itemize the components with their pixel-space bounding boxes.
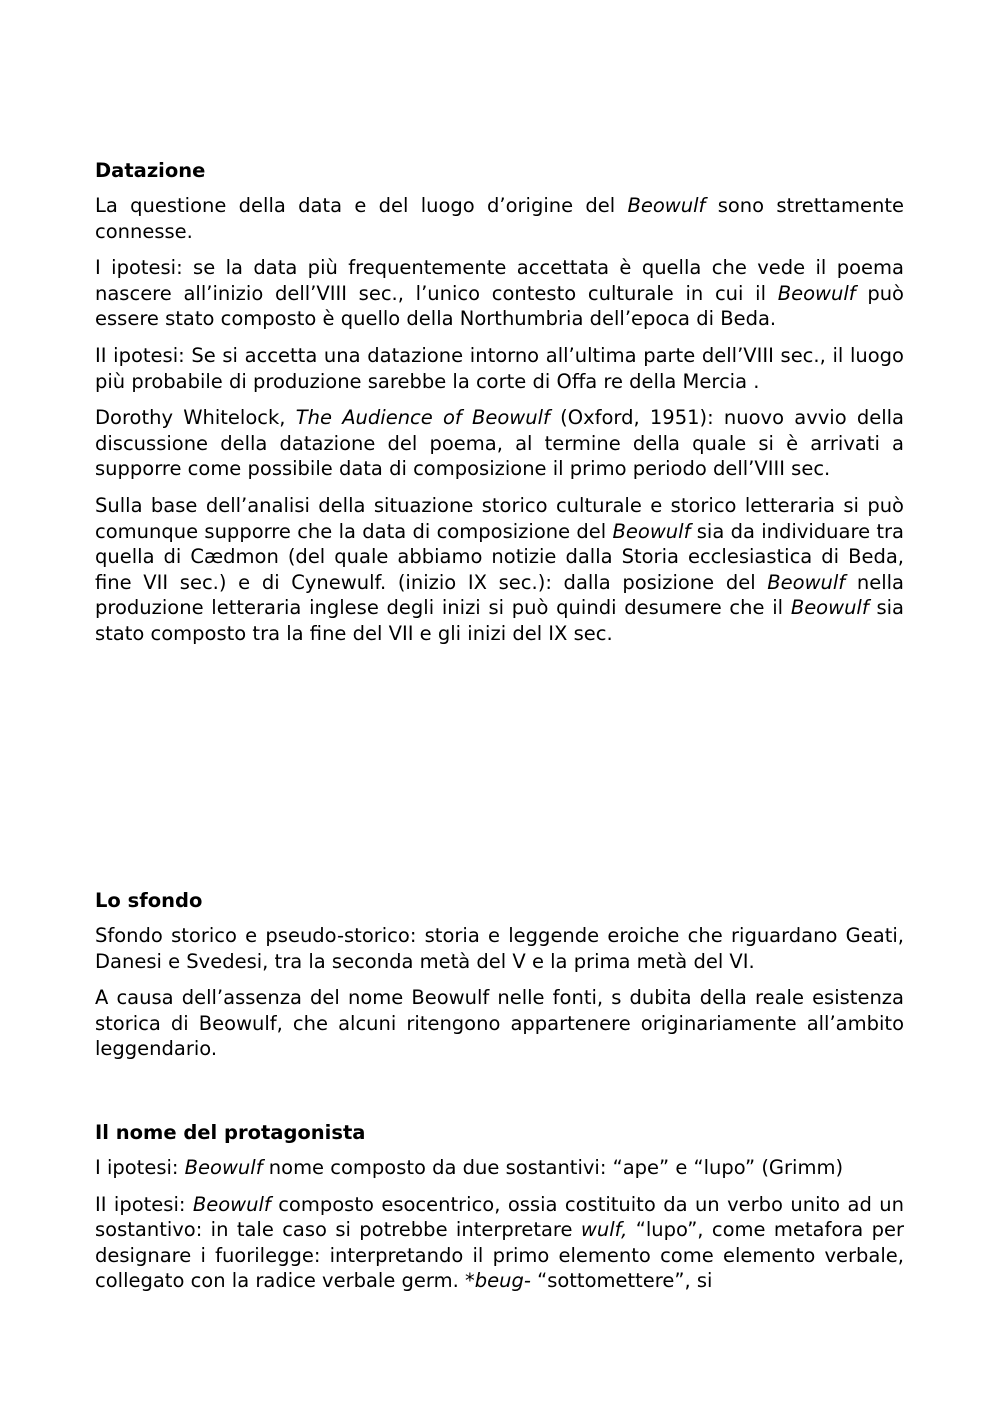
text-run: può essere stato composto è quello della Northumbria dell’epoca di Beda. (95, 281, 904, 331)
section-heading: Il nome del protagonista (95, 1121, 366, 1144)
text-run: Dorothy Whitelock, (95, 406, 296, 430)
italic-text: Beowulf (777, 281, 856, 305)
section-heading: Datazione (95, 159, 206, 182)
text-run: Sfondo storico e pseudo-storico: storia e leggende eroiche che riguardano Geati, Danesi e Svedesi, tra la seconda metà del V e la prima metà del VI. (95, 924, 904, 973)
section-heading: Lo sfondo (95, 889, 203, 912)
italic-text: wulf, (580, 1218, 628, 1242)
paragraph (95, 255, 904, 332)
text-run: nella produzione letteraria inglese degli inizi si può quindi desumere che il (95, 570, 904, 620)
text-run: Sulla base dell’analisi della situazione storico culturale e storico letteraria si può comunque supporre che la data di composizione del (95, 493, 904, 543)
italic-text: The Audience of Beowulf (295, 406, 550, 430)
text-run: sia stato composto tra la fine del VII e gli inizi del IX sec. (95, 596, 904, 645)
text-run: II ipotesi: (95, 1192, 193, 1216)
italic-text: Beowulf (767, 570, 846, 594)
text-run: La questione della data e del luogo d’origine del (95, 194, 628, 217)
paragraph (95, 1192, 904, 1294)
text-run: composto esocentrico, ossia costituito da un verbo unito ad un sostantivo: in tale caso si potrebbe interpretare (95, 1192, 904, 1242)
text-run: sia da individuare tra quella di Cædmon (del quale abbiamo notizie dalla Storia ecclesiastica di Beda, fine VII sec.) e di Cynewulf. (inizio IX sec.): dalla posizione del (95, 519, 904, 594)
text-run: II ipotesi: Se si accetta una datazione intorno all’ultima parte dell’VIII sec., il luogo più probabile di produzione sarebbe la corte di Offa re della Mercia . (95, 343, 904, 393)
section-lo-sfondo (95, 888, 904, 1062)
text-run: sono strettamente connesse. (95, 194, 905, 243)
italic-text: Beowulf (612, 519, 691, 543)
italic-text: Beowulf (184, 1156, 263, 1179)
text-run: “sottomettere”, si (530, 1269, 713, 1293)
text-run: nome composto da due sostantivi: “ape” e “lupo” (Grimm) (262, 1156, 844, 1179)
paragraph (95, 343, 904, 394)
text-run: “lupo”, come metafora per designare i fuorilegge: interpretando il primo elemento come elemento verbale, collegato con la radice verbale germ. * (95, 1218, 904, 1293)
italic-text: Beowulf (627, 194, 706, 217)
text-run: (Oxford, 1951): nuovo avvio della discussione della datazione del poema, al termine della quale si è arrivati a supporre come possibile data di composizione il primo periodo dell’VIII sec. (95, 406, 905, 481)
paragraph (95, 405, 904, 482)
text-run: A causa dell’assenza del nome Beowulf nelle fonti, s dubita della reale esistenza storica di Beowulf, che alcuni ritengono appartenere originariamente all’ambito leggendario. (95, 986, 904, 1061)
italic-text: Beowulf (790, 596, 869, 620)
paragraph (95, 923, 904, 974)
section-il-nome-del-protagonista (95, 1120, 904, 1294)
section-datazione (95, 158, 904, 647)
italic-text: beug- (474, 1269, 531, 1293)
italic-text: Beowulf (192, 1192, 271, 1216)
text-run: I ipotesi: se la data più frequentemente accettata è quella che vede il poema nascere all’inizio dell’VIII sec., l’unico contesto culturale in cui il (95, 256, 904, 305)
paragraph (95, 493, 904, 647)
paragraph (95, 985, 904, 1062)
paragraph (95, 1155, 904, 1181)
text-run: I ipotesi: (95, 1156, 185, 1179)
paragraph (95, 193, 904, 244)
